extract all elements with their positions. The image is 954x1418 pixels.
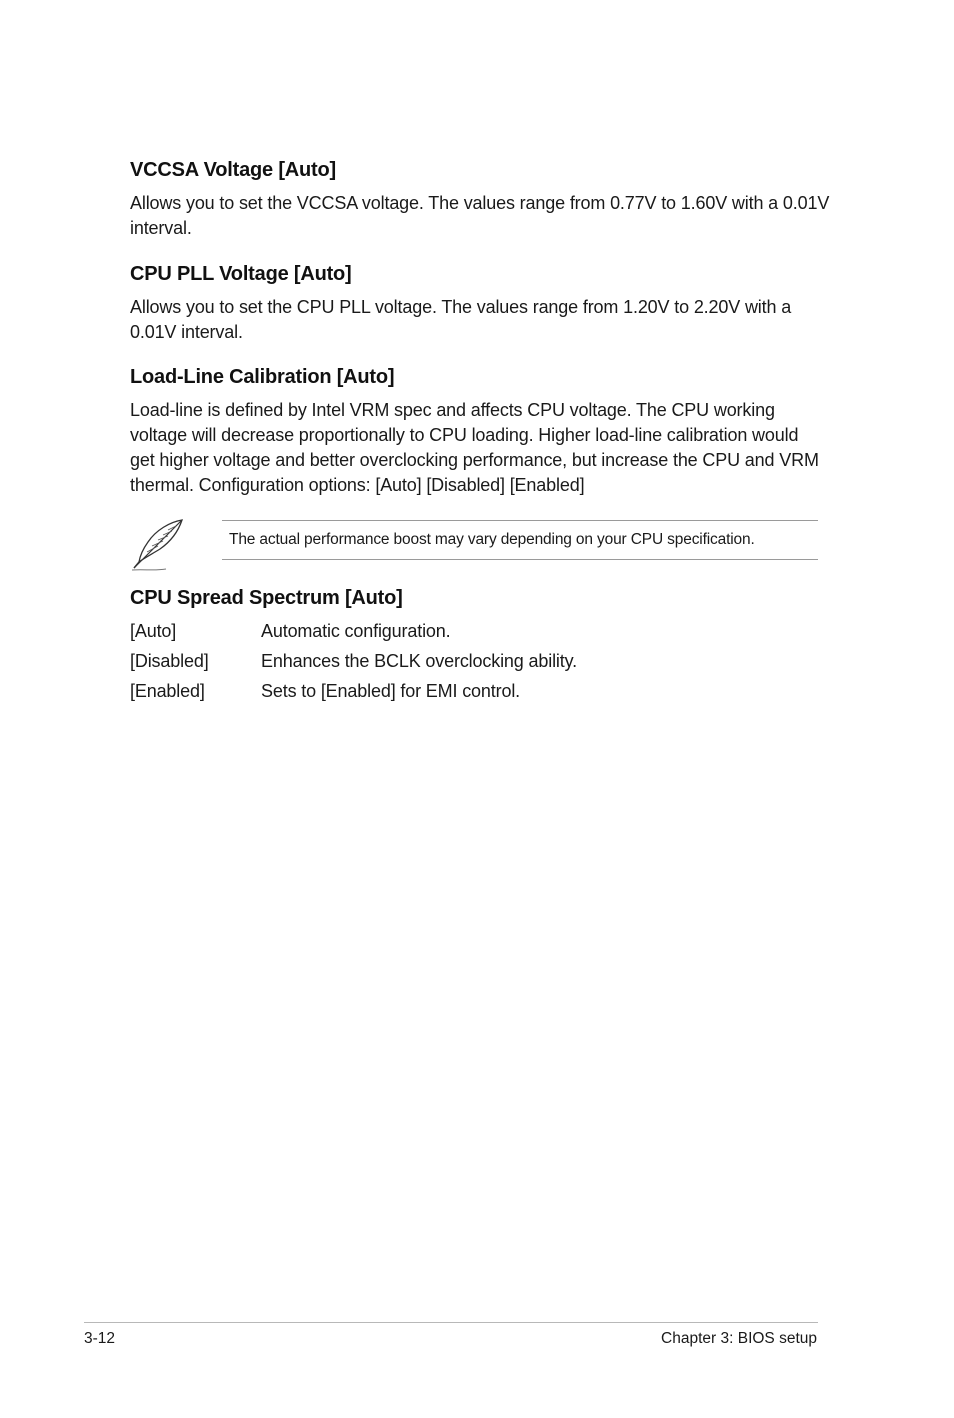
page-number: 3-12	[84, 1330, 116, 1347]
option-description: Automatic configuration.	[261, 621, 451, 641]
section-body-load-line-calibration: Load-line is defined by Intel VRM spec and affects CPU voltage. The CPU working voltage will decrease proportionally to CPU loading. Higher load-line calibration would get higher voltage and better overclocking performance, but increase the CPU and VRM thermal. Configuration options: [Auto] [Disabled] [Enabled]	[130, 400, 819, 495]
option-key: [Auto]	[130, 621, 177, 641]
section-heading-vccsa-voltage: VCCSA Voltage [Auto]	[130, 159, 336, 181]
note-rule-top	[222, 520, 818, 521]
note-rule-bottom	[222, 559, 818, 560]
note-feather-icon	[130, 518, 186, 572]
section-heading-load-line-calibration: Load-Line Calibration [Auto]	[130, 366, 395, 388]
note-box	[130, 516, 818, 572]
section-heading-cpu-spread-spectrum: CPU Spread Spectrum [Auto]	[130, 587, 403, 609]
option-description: Enhances the BCLK overclocking ability.	[261, 651, 577, 671]
section-body-cpu-pll-voltage: Allows you to set the CPU PLL voltage. The values range from 1.20V to 2.20V with a 0.01V interval.	[130, 297, 792, 342]
option-key: [Enabled]	[130, 681, 205, 701]
chapter-title: Chapter 3: BIOS setup	[661, 1330, 817, 1347]
footer-rule	[84, 1322, 818, 1323]
option-description: Sets to [Enabled] for EMI control.	[261, 681, 521, 701]
option-key: [Disabled]	[130, 651, 209, 671]
section-heading-cpu-pll-voltage: CPU PLL Voltage [Auto]	[130, 263, 352, 285]
note-text: The actual performance boost may vary depending on your CPU specification.	[229, 531, 755, 548]
section-body-vccsa-voltage: Allows you to set the VCCSA voltage. The values range from 0.77V to 1.60V with a 0.01V interval.	[130, 193, 830, 238]
